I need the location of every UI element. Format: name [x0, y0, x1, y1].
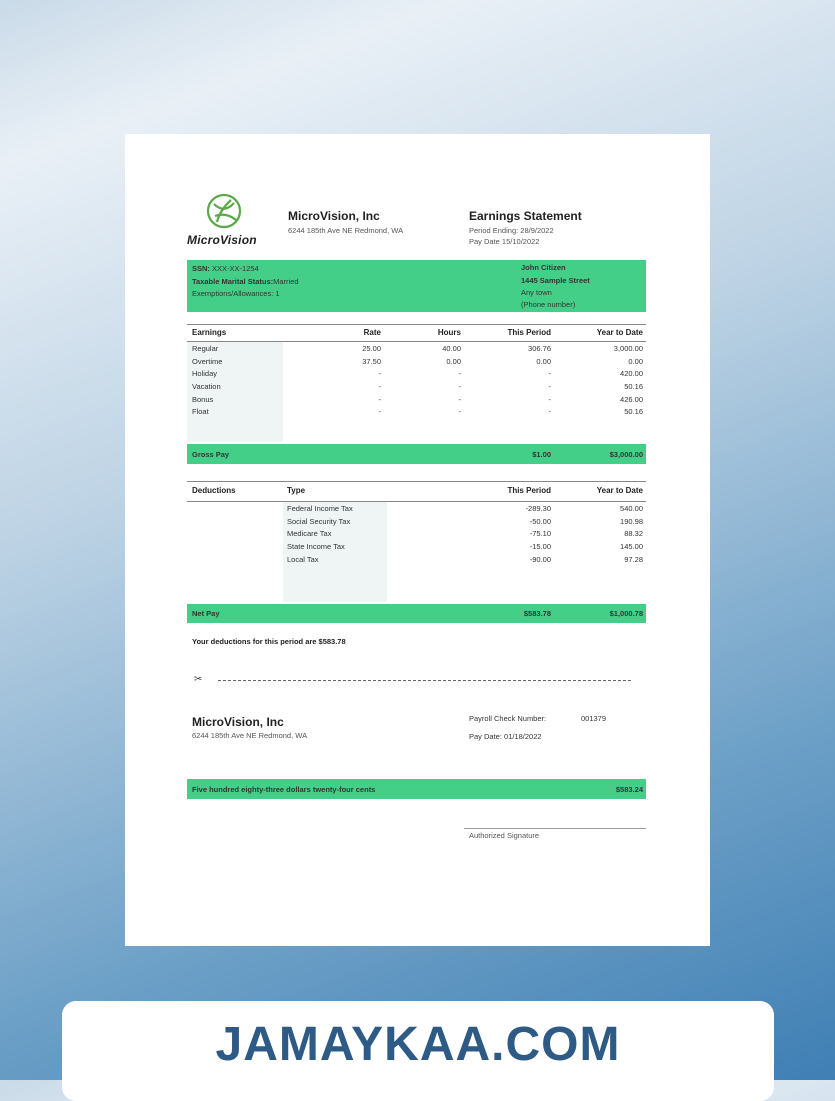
earnings-this-period: -: [548, 394, 551, 404]
earnings-statement-document: [125, 134, 710, 946]
table-row: [125, 555, 710, 568]
earnings-header-rate: Rate: [363, 328, 381, 337]
earnings-rate: -: [378, 407, 381, 417]
marital-status-line: Taxable Marital Status:Married: [192, 277, 299, 286]
amount-in-words: Five hundred eighty-three dollars twenty-four cents: [192, 785, 376, 794]
cut-line: [218, 680, 631, 681]
earnings-ytd: 0.00: [628, 356, 643, 366]
deductions-header-this-period: This Period: [507, 486, 551, 495]
deductions-header-ytd: Year to Date: [596, 486, 643, 495]
earnings-ytd: 50.16: [624, 382, 643, 392]
deduction-ytd: 190.98: [620, 516, 643, 526]
earnings-hours: 40.00: [442, 344, 461, 353]
earnings-type: Overtime: [192, 356, 223, 366]
earnings-header-hours: Hours: [437, 328, 461, 337]
table-row: [125, 407, 710, 420]
signature-label: Authorized Signature: [469, 831, 540, 840]
table-row: [125, 517, 710, 530]
signature-line: [464, 828, 646, 829]
employee-street: 1445 Sample Street: [521, 276, 590, 285]
statement-title: Earnings Statement: [469, 209, 582, 223]
company-name: MicroVision, Inc: [288, 209, 380, 223]
earnings-ytd: 3,000.00: [613, 344, 643, 353]
deduction-ytd: 540.00: [620, 504, 643, 513]
deductions-header-deductions: Deductions: [192, 486, 236, 495]
earnings-rate: -: [378, 382, 381, 392]
gross-pay-this-period: $1.00: [532, 450, 551, 459]
deduction-type: State Income Tax: [287, 542, 345, 552]
earnings-hours: -: [458, 394, 461, 404]
earnings-rate: -: [378, 394, 381, 404]
check-company-address: 6244 185th Ave NE Redmond, WA: [192, 731, 308, 740]
earnings-hours: -: [458, 369, 461, 379]
company-address: 6244 185th Ave NE Redmond, WA: [288, 226, 404, 235]
pay-date: Pay Date 15/10/2022: [469, 237, 540, 246]
earnings-type: Vacation: [192, 382, 221, 392]
check-amount: $583.24: [615, 785, 643, 794]
check-pay-date: Pay Date: 01/18/2022: [469, 732, 542, 741]
deductions-header-type: Type: [287, 486, 306, 495]
table-row: [125, 382, 710, 395]
watermark-text: JAMAYKAA.COM: [215, 1018, 621, 1071]
earnings-hours: -: [458, 407, 461, 417]
earnings-rate: -: [378, 369, 381, 379]
check-number-label: Payroll Check Number:: [469, 714, 547, 723]
gross-pay-ytd: $3,000.00: [609, 450, 643, 459]
company-logo-icon: [205, 192, 243, 230]
earnings-header-earnings: Earnings: [192, 328, 227, 337]
check-number-value: 001379: [581, 714, 607, 723]
earnings-this-period: 0.00: [536, 356, 551, 366]
earnings-header-this-period: This Period: [507, 328, 551, 337]
watermark-banner: [62, 1001, 774, 1101]
ssn-line: SSN: XXX-XX-1254: [192, 264, 259, 273]
earnings-this-period: -: [548, 382, 551, 392]
employee-name: John Citizen: [521, 263, 566, 272]
deduction-ytd: 145.00: [620, 542, 643, 552]
earnings-ytd: 426.00: [620, 394, 643, 404]
deduction-type: Local Tax: [287, 554, 319, 564]
earnings-type: Float: [192, 407, 209, 417]
earnings-ytd: 50.16: [624, 407, 643, 417]
table-row: [125, 357, 710, 370]
deduction-ytd: 97.28: [624, 554, 643, 564]
net-pay-this-period: $583.78: [523, 609, 551, 618]
deduction-type: Federal Income Tax: [287, 504, 353, 513]
table-row: [125, 395, 710, 408]
earnings-header-ytd: Year to Date: [596, 328, 643, 337]
earnings-hours: 0.00: [446, 356, 461, 366]
period-ending: Period Ending: 28/9/2022: [469, 226, 554, 235]
earnings-this-period: -: [548, 407, 551, 417]
deduction-this-period: -75.10: [529, 529, 551, 539]
earnings-type: Bonus: [192, 394, 214, 404]
net-pay-ytd: $1,000.78: [609, 609, 643, 618]
check-company-name: MicroVision, Inc: [192, 715, 284, 729]
employee-phone: (Phone number): [521, 300, 576, 309]
earnings-this-period: 306.76: [528, 344, 551, 353]
exemptions-line: Exemptions/Allowances: 1: [192, 289, 280, 298]
earnings-type: Regular: [192, 344, 219, 353]
earnings-rows: [125, 344, 710, 420]
earnings-rate: 37.50: [362, 356, 381, 366]
scissors-icon: ✂: [194, 674, 203, 685]
table-row: [125, 529, 710, 542]
deduction-this-period: -50.00: [529, 516, 551, 526]
employee-town: Any town: [521, 288, 552, 297]
deduction-ytd: 88.32: [624, 529, 643, 539]
earnings-this-period: -: [548, 369, 551, 379]
earnings-hours: -: [458, 382, 461, 392]
table-row: [125, 344, 710, 357]
deduction-type: Medicare Tax: [287, 529, 332, 539]
table-row: [125, 504, 710, 517]
logo-wordmark: MicroVision: [187, 233, 257, 247]
deductions-header-rule: [187, 501, 646, 502]
deductions-top-rule: [187, 481, 646, 482]
gross-pay-label: Gross Pay: [192, 450, 230, 459]
deductions-note: Your deductions for this period are $583.78: [192, 637, 346, 646]
deduction-this-period: -90.00: [529, 554, 551, 564]
net-pay-label: Net Pay: [192, 609, 220, 618]
earnings-ytd: 420.00: [620, 369, 643, 379]
earnings-top-rule: [187, 324, 646, 325]
deduction-this-period: -289.30: [525, 504, 551, 513]
earnings-type: Holiday: [192, 369, 218, 379]
deductions-rows: [125, 504, 710, 567]
table-row: [125, 369, 710, 382]
table-row: [125, 542, 710, 555]
deduction-type: Social Security Tax: [287, 516, 351, 526]
deduction-this-period: -15.00: [529, 542, 551, 552]
earnings-rate: 25.00: [362, 344, 381, 353]
